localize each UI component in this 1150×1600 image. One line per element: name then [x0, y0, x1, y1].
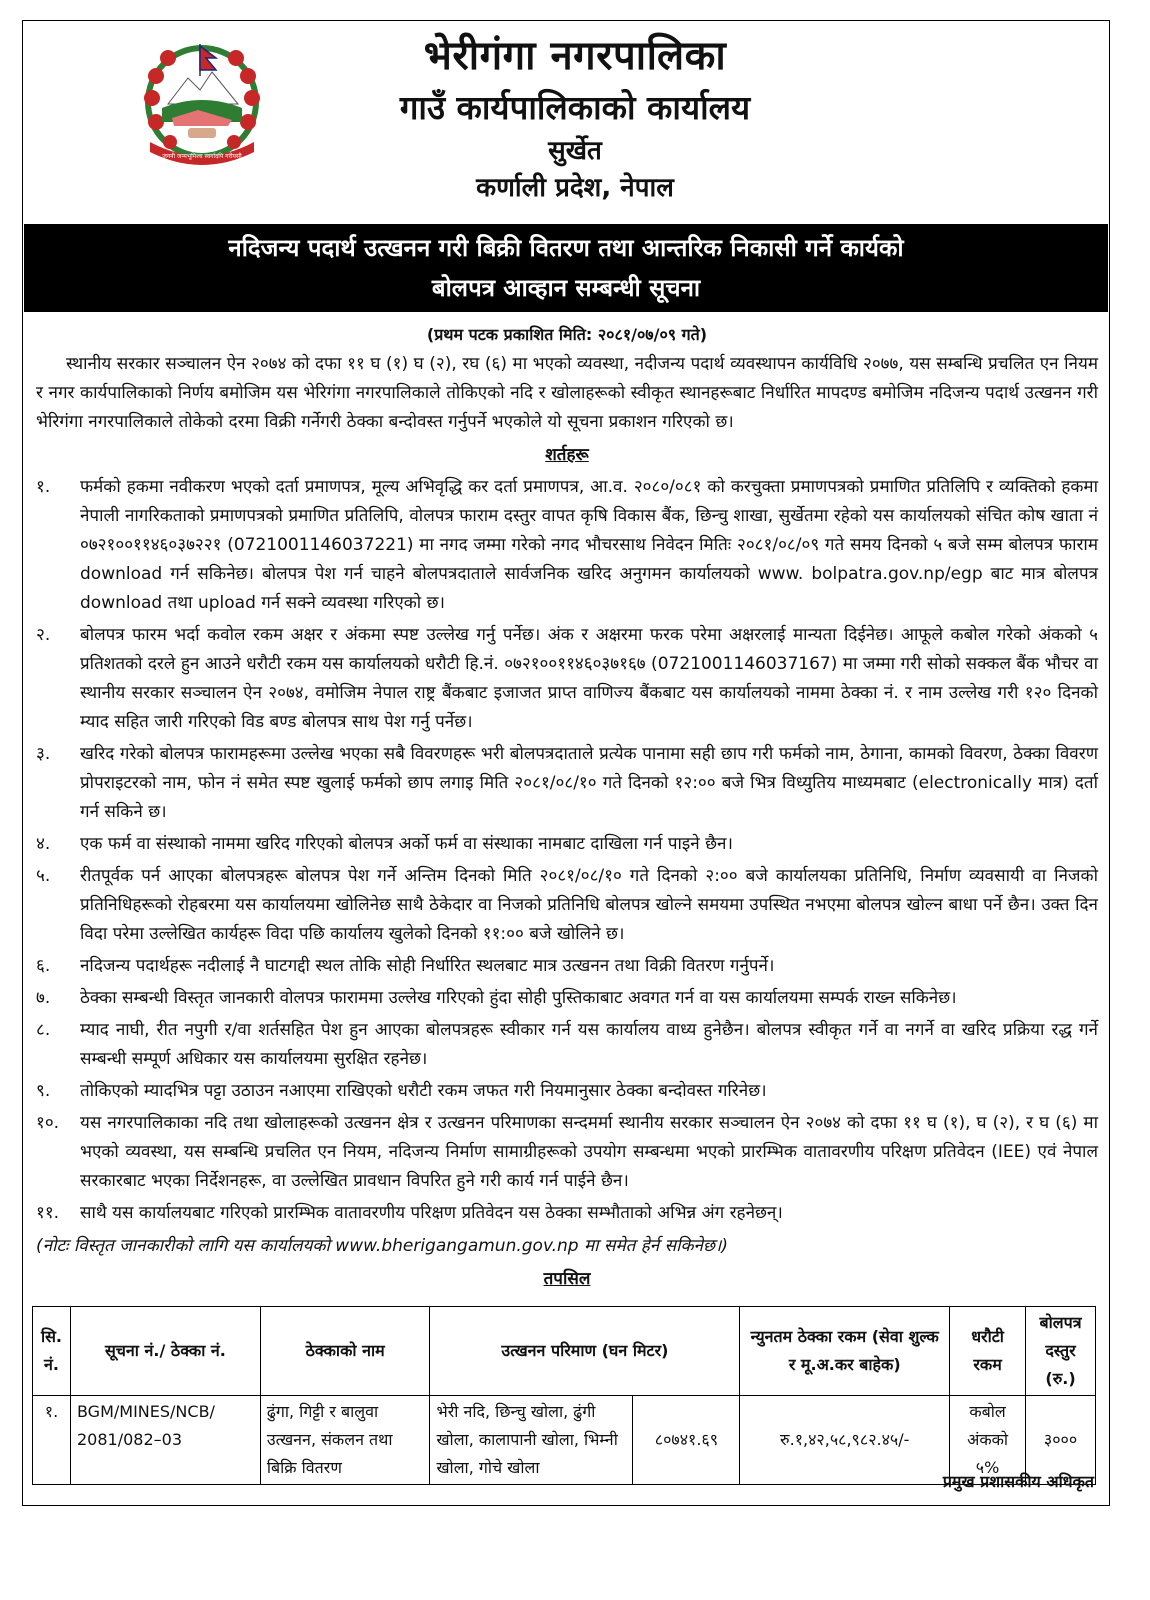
col-header-quantity: उत्खनन परिमाण (घन मिटर) [430, 1307, 740, 1396]
table-header-row [33, 1307, 1096, 1396]
condition-text: ठेक्का सम्बन्धी विस्तृत जानकारी वोलपत्र फाराममा उल्लेख गरिएको हुंदा सोही पुस्तिकाबाट अवगत गर्न वा यस कार्यालयमा सम्पर्क राख्न सकिनेछ। [80, 988, 957, 1008]
col-header-notice-no: सूचना नं./ ठेक्का नं. [70, 1307, 260, 1396]
signer-title: प्रमुख प्रशासकीय अधिकृत [942, 1472, 1094, 1491]
notice-body [36, 322, 1098, 1294]
condition-number: ७. [36, 988, 51, 1008]
province-name: कर्णाली प्रदेश, नेपाल [476, 173, 674, 203]
intro-paragraph: स्थानीय सरकार सञ्चालन ऐन २०७४ को दफा ११ घ (१) घ (२), रघ (६) मा भएको व्यवस्था, नदीजन्य पदार्थ व्यवस्थापन कार्यविधि २०७७, यस सम्बन्धि प्रचलित एन नियम र नगर कार्यपालिकाको निर्णय बमोजिम यस भेरिगंगा नगरपालिकाले तोकिएको नदि र खोलाहरूको स्वीकृत स्थानहरूबाट निर्धारित मापदण्ड बमोजिम नदिजन्य पदार्थ उत्खनन गरी भेरिगंगा नगरपालिकाले तोकेको दरमा विक्री गर्नेगरी ठेक्का बन्दोवस्त गर्नुपर्ने भएकोले यो सूचना प्रकाशन गरिएको छ। [36, 354, 1098, 432]
condition-number: ८. [36, 1020, 51, 1040]
cell-deposit: कबोल अंकको ५% [950, 1396, 1026, 1485]
publication-date: (प्रथम पटक प्रकाशित मिति: २०८१/०७/०९ गते) [426, 325, 708, 344]
cell-location: भेरी नदि, छिन्चु खोला, ढुंगी खोला, कालापानी खोला, भिम्नी खोला, गोचे खोला [430, 1396, 633, 1484]
table-title: तपसिल [543, 1269, 591, 1289]
col-header-deposit: धरौटी रकम [950, 1307, 1026, 1396]
condition-item [36, 621, 1098, 737]
condition-item [36, 830, 1098, 859]
condition-text: रीतपूर्वक पर्न आएका बोलपत्रहरू बोलपत्र पेश गर्ने अन्तिम दिनको मिति २०८१/०८/१० गते दिनको २:०० बजे कार्यालयका प्रतिनिधि, निर्माण व्यवसायी वा निजको प्रतिनिधिहरूको रोहबरमा यस कार्यालयमा खोलिनेछ साथै ठेकेदार वा निजको प्रतिनिधि बोलपत्र खोल्ने समयमा उपस्थित नभएमा बोलपत्र खोल्न बाधा पर्ने छैन। उक्त दिन विदा परेमा उल्लेखित कार्यहरू विदा पछि कार्यालय खुलेको दिनको ११:०० बजे खोलिने छ। [80, 866, 1098, 944]
condition-text: बोलपत्र फारम भर्दा कवोल रकम अक्षर र अंकमा स्पष्ट उल्लेख गर्नु पर्नेछ। अंक र अक्षरमा फरक परेमा अक्षरलाई मान्यता दिईनेछ। आफूले कबोल गरेको अंकको ५ प्रतिशतको दरले हुन आउने धरौटी रकम यस कार्यालयको धरौटी हि.नं. ०७२१००११४६०३७१६७ (0721001146037167) मा जम्मा गरी सोको सक्कल बैंक भौचर वा स्थानीय सरकार सञ्चालन ऐन २०७४, वमोजिम नेपाल राष्ट्र बैंकबाट इजाजत प्राप्त वाणिज्य बैंकबाट यस कार्यालयको नाममा ठेक्का नं. र नाम उल्लेख गरी १२० दिनको म्याद सहित जारी गरिएको विड बण्ड बोलपत्र साथ पेश गर्नु पर्नेछ। [80, 625, 1098, 732]
condition-number: १०. [36, 1113, 60, 1133]
conditions-heading: शर्तहरू [545, 445, 589, 465]
condition-number: २. [36, 625, 51, 645]
condition-item [36, 1109, 1098, 1196]
condition-text: फर्मको हकमा नवीकरण भएको दर्ता प्रमाणपत्र, मूल्य अभिवृद्धि कर दर्ता प्रमाणपत्र, आ.व. २०८०/०८१ को करचुक्ता प्रमाणपत्रको प्रमाणित प्रतिलिपि र व्यक्तिको हकमा नेपाली नागरिकताको प्रमाणपत्रको प्रमाणित प्रतिलिपि, वोलपत्र फाराम दस्तुर वापत कृषि विकास बैंक, छिन्चु शाखा, सुर्खेतमा रहेको यस कार्यालयको संचित कोष खाता नं ०७२१००११४६०३७२२१ (0721001146037221) मा नगद जम्मा गरेको नगद भौचरसाथ निवेदन मितिः २०८१/०८/०९ गते समय दिनको ५ बजे सम्म बोलपत्र फाराम download गर्न सकिनेछ। बोलपत्र पेश गर्न चाहने बोलपत्रदाताले सार्वजनिक खरिद अनुगमन कार्यालयको www. bolpatra.gov.np/egp बाट मात्र बोलपत्र download तथा upload गर्न सक्ने व्यवस्था गरिएको छ। [80, 477, 1098, 613]
condition-item [36, 984, 1098, 1013]
col-header-name: ठेक्काको नाम [260, 1307, 430, 1396]
svg-text:जननी जन्मभूमिश्च स्वर्गादपि गर: जननी जन्मभूमिश्च स्वर्गादपि गरीयसी [162, 153, 242, 160]
condition-item [36, 1199, 1098, 1228]
cell-name: ढुंगा, गिट्टी र बालुवा उत्खनन, संकलन तथा बिक्रि वितरण [260, 1396, 430, 1485]
condition-number: ४. [36, 834, 51, 854]
condition-text: साथै यस कार्यालयबाट गरिएको प्रारम्भिक वातावरणीय परिक्षण प्रतिवेदन यस ठेक्का सम्भौताको अभिन्न अंग रहनेछन्। [80, 1203, 783, 1223]
condition-item [36, 1077, 1098, 1106]
cell-quantity-value: ८०७४१.६९ [654, 1430, 719, 1449]
col-header-min-amount: न्युनतम ठेक्का रकम (सेवा शुल्क र मू.अ.कर बाहेक) [740, 1307, 950, 1396]
district-name: सुर्खेत [548, 136, 602, 166]
condition-item [36, 1016, 1098, 1074]
condition-text: तोकिएको म्यादभित्र पट्टा उठाउन नआएमा राखिएको धरौटी रकम जफत गरी नियमानुसार ठेक्का बन्दोवस्त गरिनेछ। [80, 1081, 767, 1101]
condition-number: ९. [36, 1081, 51, 1101]
cell-fee: ३००० [1026, 1396, 1096, 1485]
condition-text: एक फर्म वा संस्थाको नाममा खरिद गरिएको बोलपत्र अर्को फर्म वा संस्थाका नामबाट दाखिला गर्न पाइने छैन। [80, 834, 733, 854]
conditions-list [36, 473, 1098, 1228]
table-row [33, 1396, 1096, 1485]
condition-text: यस नगरपालिकाका नदि तथा खोलाहरूको उत्खनन क्षेत्र र उत्खनन परिमाणका सन्दमर्मा स्थानीय सरकार सञ्चालन ऐन २०७४ को दफा ११ घ (१), घ (२), र घ (६) मा भएको व्यवस्था, यस सम्बन्धि प्रचलित एन नियम, नदिजन्य निर्माण सामाग्रीहरूको उपयोग सम्बन्धमा भएको प्रारम्भिक वातावरणीय परिक्षण प्रतिवेदन (IEE) एवं नेपाल सरकारबाट भएका निर्देशनहरू, वा उल्लेखित प्रावधान विपरित हुने गरी कार्य गर्न पाईने छैन। [80, 1113, 1098, 1191]
condition-number: ६. [36, 956, 51, 976]
cell-quantity [430, 1396, 740, 1485]
nepal-emblem-icon [128, 38, 276, 168]
header [300, 28, 850, 206]
condition-number: ३. [36, 744, 51, 764]
condition-number: ११. [36, 1203, 60, 1223]
details-table [32, 1306, 1096, 1485]
notice-title-line1: नदिजन्य पदार्थ उत्खनन गरी बिक्री वितरण तथा आन्तरिक निकासी गर्ने कार्यको [228, 234, 904, 262]
condition-item [36, 862, 1098, 949]
col-header-sn: सि. नं. [33, 1307, 71, 1396]
cell-notice-no: BGM/MINES/NCB/ 2081/082–03 [70, 1396, 260, 1485]
condition-item [36, 473, 1098, 618]
condition-item [36, 952, 1098, 981]
cell-min-amount: रु.१,४२,५८,९८२.४५/- [740, 1396, 950, 1485]
notice-title-line2: बोलपत्र आव्हान सम्बन्धी सूचना [431, 274, 701, 302]
condition-number: १. [36, 477, 51, 497]
note-text: (नोटः विस्तृत जानकारीको लागि यस कार्यालयको www.bherigangamun.gov.np मा समेत हेर्न सकिनेछ।) [36, 1236, 728, 1256]
col-header-fee: बोलपत्र दस्तुर (रु.) [1026, 1307, 1096, 1396]
condition-number: ५. [36, 866, 51, 886]
cell-sn: १. [33, 1396, 71, 1485]
condition-text: खरिद गरेको बोलपत्र फारामहरूमा उल्लेख भएका सबै विवरणहरू भरी बोलपत्रदाताले प्रत्येक पानामा सही छाप गरी फर्मको नाम, ठेगाना, कामको विवरण, ठेक्का विवरण प्रोपराइटरको नाम, फोन नं समेत स्पष्ट खुलाई फर्मको छाप लगाइ मिति २०८१/०८/१० गते दिनको १२:०० बजे भित्र विध्युतिय माध्यमबाट (electronically मात्र) दर्ता गर्न सकिने छ। [80, 744, 1098, 822]
condition-item [36, 740, 1098, 827]
municipality-name: भेरीगंगा नगरपालिका [423, 33, 727, 79]
condition-text: नदिजन्य पदार्थहरू नदीलाई नै घाटगद्दी स्थल तोकि सोही निर्धारित स्थलबाट मात्र उत्खनन तथा विक्री वितरण गर्नुपर्ने। [80, 956, 775, 976]
condition-text: म्याद नाघी, रीत नपुगी र/वा शर्तसहित पेश हुन आएका बोलपत्रहरू स्वीकार गर्न यस कार्यालय वाध्य हुनेछैन। बोलपत्र स्वीकृत गर्ने वा नगर्ने वा खरिद प्रक्रिया रद्ध गर्ने सम्बन्धी सम्पूर्ण अधिकार यस कार्यालयमा सुरक्षित रहनेछ। [80, 1020, 1098, 1069]
office-name: गाउँ कार्यपालिकाको कार्यालय [399, 88, 751, 127]
notice-title-band [24, 224, 1108, 312]
